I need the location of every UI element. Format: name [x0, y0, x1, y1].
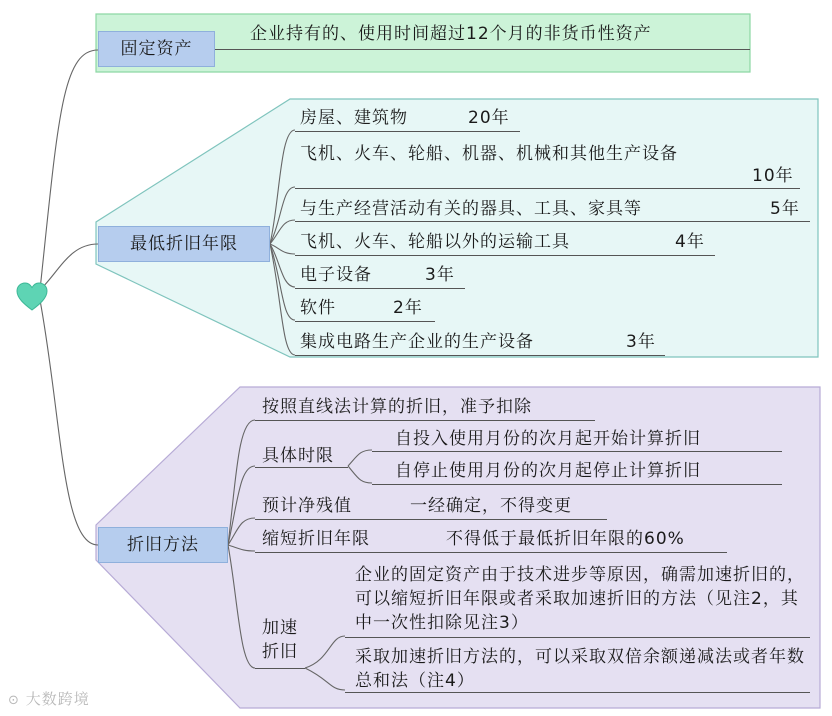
connector-root-fixed [40, 50, 98, 290]
min-item-6-text: 软件 [300, 298, 336, 318]
method-shorten-value: 不得低于最低折旧年限的60% [446, 529, 685, 549]
connector-root-method [40, 300, 98, 545]
watermark-text: 大数跨境 [25, 690, 90, 708]
method-accelerate-item-1-underline [345, 637, 810, 638]
method-accelerate-item-1: 企业的固定资产由于技术进步等原因，确需加速折旧的，可以缩短折旧年限或者采取加速折旧的方法（见注2，其中一次性扣除见注3） [355, 565, 805, 633]
watermark [8, 688, 90, 709]
min-item-5-underline [295, 288, 465, 289]
branch-min-years[interactable]: 最低折旧年限 [98, 226, 270, 262]
min-item-6-years: 2年 [393, 298, 423, 318]
method-timing-stop: 自停止使用月份的次月起停止计算折旧 [395, 461, 701, 481]
min-item-4-text: 飞机、火车、轮船以外的运输工具 [300, 232, 570, 252]
method-residual-value: 一经确定，不得变更 [410, 496, 572, 516]
method-accelerate-item-2-underline [345, 692, 810, 693]
method-shorten-label: 缩短折旧年限 [262, 529, 370, 549]
min-item-7-years: 3年 [626, 332, 656, 352]
min-item-7-underline [295, 355, 665, 356]
fixed-asset-definition: 企业持有的、使用时间超过12个月的非货币性资产 [250, 24, 652, 44]
method-straight-line-underline [255, 420, 595, 421]
method-accelerate-label-underline [255, 668, 305, 669]
method-timing-start: 自投入使用月份的次月起开始计算折旧 [395, 429, 701, 449]
fixed-asset-underline [215, 49, 750, 50]
method-timing-label-underline [255, 467, 348, 468]
min-item-4-underline [295, 255, 715, 256]
min-item-5-text: 电子设备 [300, 265, 372, 285]
branch-fixed-asset[interactable]: 固定资产 [98, 31, 215, 67]
branch-method[interactable]: 折旧方法 [98, 527, 228, 563]
method-residual-label: 预计净残值 [262, 496, 352, 516]
method-timing-stop-underline [372, 484, 782, 485]
heart-icon [16, 282, 48, 312]
method-accelerate-item-2: 采取加速折旧方法的，可以采取双倍余额递减法或者年数总和法（注4） [355, 647, 805, 691]
method-timing-label: 具体时限 [262, 446, 334, 466]
min-item-2-text: 飞机、火车、轮船、机器、机械和其他生产设备 [300, 144, 678, 164]
method-accelerate-label: 加速折旧 [262, 618, 298, 662]
method-timing-start-underline [372, 451, 782, 452]
min-item-7-text: 集成电路生产企业的生产设备 [300, 332, 534, 352]
watermark-logo-icon: ⊙ [8, 693, 20, 708]
min-item-2-underline [295, 188, 800, 189]
min-item-6-underline [295, 321, 435, 322]
min-item-5-years: 3年 [425, 265, 455, 285]
min-item-1-text: 房屋、建筑物 [300, 108, 408, 128]
min-item-1-underline [295, 131, 520, 132]
method-residual-underline [255, 519, 607, 520]
min-item-4-years: 4年 [675, 232, 705, 252]
method-shorten-underline [255, 552, 727, 553]
min-item-3-years: 5年 [770, 199, 800, 219]
min-item-2-years: 10年 [752, 166, 794, 186]
connector-root-min [40, 244, 98, 290]
method-straight-line: 按照直线法计算的折旧，准予扣除 [262, 397, 532, 417]
min-item-3-text: 与生产经营活动有关的器具、工具、家具等 [300, 199, 642, 219]
min-item-3-underline [295, 221, 810, 222]
min-item-1-years: 20年 [468, 108, 510, 128]
